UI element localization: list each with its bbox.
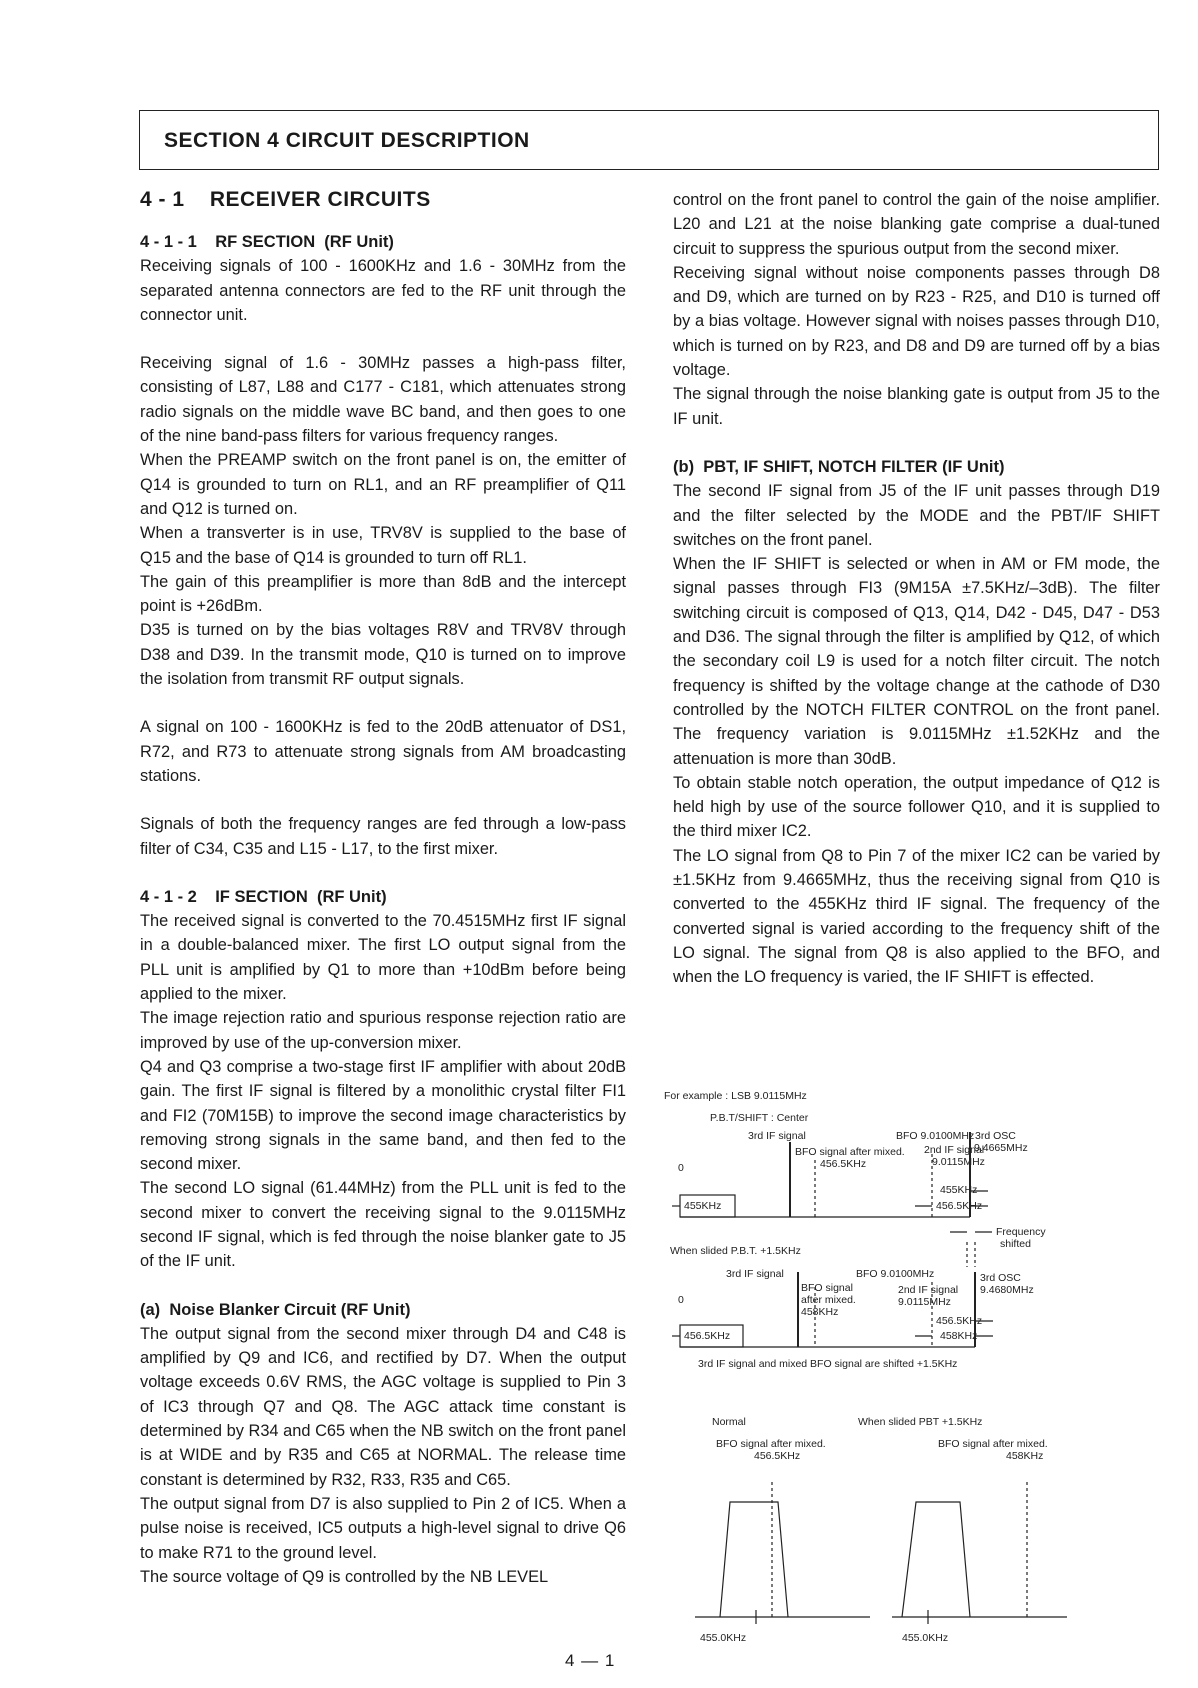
- pbt-shift-diagram: [664, 1082, 1130, 1644]
- passband-normal: [720, 1502, 788, 1617]
- label: 456.5KHz: [936, 1200, 983, 1212]
- slided-title: When slided PBT +1.5KHz: [858, 1416, 983, 1428]
- paragraph: Receiving signal without noise components passes through D8 and D9, which are turned on by R23 - R25, and D10 is turned off by a bias voltage. However signal with noises passes through D10, which is turned on by R23, and D8 and D9 are turned off by a bias voltage.: [673, 263, 1160, 380]
- if-section-heading: 4 - 1 - 2 IF SECTION (RF Unit): [140, 887, 387, 906]
- label: 9.0115MHz: [932, 1156, 985, 1168]
- label: 455KHz: [684, 1200, 722, 1212]
- example-label: For example : LSB 9.0115MHz: [664, 1090, 807, 1102]
- label: 9.4680MHz: [980, 1284, 1034, 1296]
- label: BFO signal after mixed.: [795, 1146, 905, 1158]
- label: 3rd OSC: [975, 1130, 1016, 1142]
- slided-axis-label: 455.0KHz: [902, 1632, 949, 1644]
- label: 2nd IF signal: [924, 1144, 985, 1156]
- passband-slided: [902, 1502, 970, 1617]
- noise-blanker-heading: (a) Noise Blanker Circuit (RF Unit): [140, 1300, 411, 1319]
- paragraph: The output signal from D7 is also supplied to Pin 2 of IC5. When a pulse noise is received, IC5 outputs a high-level signal to drive Q6 to make R71 to the ground level.: [140, 1494, 626, 1562]
- paragraph: The gain of this preamplifier is more than 8dB and the intercept point is +26dBm.: [140, 572, 626, 616]
- normal-bfo-freq: 456.5KHz: [754, 1450, 801, 1462]
- label: 455KHz: [940, 1184, 978, 1196]
- paragraph: control on the front panel to control the gain of the noise amplifier. L20 and L21 at the noise blanking gate comprise a dual-tuned circuit to suppress the spurious output from the second mixer.: [673, 191, 1160, 258]
- normal-bfo-label: BFO signal after mixed.: [716, 1438, 826, 1450]
- normal-axis-label: 455.0KHz: [700, 1632, 747, 1644]
- label: 9.0115MHz: [898, 1296, 951, 1308]
- label: When slided P.B.T. +1.5KHz: [670, 1245, 801, 1257]
- pbt-center-label: P.B.T/SHIFT : Center: [710, 1112, 809, 1124]
- paragraph: The signal through the noise blanking gate is output from J5 to the IF unit.: [673, 385, 1160, 428]
- label: shifted: [1000, 1238, 1031, 1250]
- paragraph: The received signal is converted to the 70.4515MHz first IF signal in a double-balanced mixer. The first LO output signal from the PLL unit is amplified by Q1 to more than +10dBm before being applied to the mixer.: [140, 912, 626, 1004]
- paragraph: Signals of both the frequency ranges are fed through a low-pass filter of C34, C35 and L15 - L17, to the first mixer.: [140, 815, 626, 858]
- paragraph: When a transverter is in use, TRV8V is supplied to the base of Q15 and the base of Q14 is grounded to turn off RL1.: [140, 524, 626, 567]
- label: 458KHz: [940, 1330, 978, 1342]
- paragraph: A signal on 100 - 1600KHz is fed to the 20dB attenuator of DS1, R72, and R73 to attenuate strong signals from AM broadcasting stations.: [140, 718, 626, 785]
- right-column: [673, 188, 1160, 990]
- paragraph: The LO signal from Q8 to Pin 7 of the mixer IC2 can be varied by ±1.5KHz from 9.4665MHz, thus the receiving signal from Q10 is converted to the 455KHz third IF signal. The frequency of the converted signal is varied according to the frequency shift of the LO signal. The signal from Q8 is also applied to the BFO, and when the LO frequency is varied, the IF SHIFT is effected.: [673, 846, 1160, 987]
- paragraph: The source voltage of Q9 is controlled by the NB LEVEL: [140, 1567, 549, 1586]
- label: 2nd IF signal: [898, 1284, 959, 1296]
- pbt-heading: (b) PBT, IF SHIFT, NOTCH FILTER (IF Unit): [673, 457, 1005, 476]
- label: BFO 9.0100MHz: [856, 1268, 935, 1280]
- normal-title: Normal: [712, 1416, 746, 1428]
- paragraph: Receiving signal of 1.6 - 30MHz passes a high-pass filter, consisting of L87, L88 and C177 - C181, which attenuates strong radio signals on the middle wave BC band, and then goes to one of the nine band-pass filters for various frequency ranges.: [140, 354, 626, 446]
- label: Frequency: [996, 1226, 1046, 1238]
- paragraph: To obtain stable notch operation, the output impedance of Q12 is held high by use of the source follower Q10, and it is supplied to the third mixer IC2.: [673, 773, 1160, 841]
- label: 456.5KHz: [936, 1315, 983, 1327]
- label: 9.4665MHz: [974, 1142, 1028, 1154]
- section-title: SECTION 4 CIRCUIT DESCRIPTION: [164, 129, 530, 152]
- label: BFO signal: [801, 1282, 853, 1294]
- label: after mixed.: [801, 1294, 856, 1306]
- label: 456.5KHz: [684, 1330, 731, 1342]
- label: 0: [678, 1294, 684, 1306]
- slided-bfo-label: BFO signal after mixed.: [938, 1438, 1048, 1450]
- slided-bfo-freq: 458KHz: [1006, 1450, 1044, 1462]
- section-header-box: [139, 110, 1159, 170]
- paragraph: When the PREAMP switch on the front panel is on, the emitter of Q14 is grounded to turn on RL1, and an RF preamplifier of Q11 and Q12 is turned on.: [140, 451, 626, 518]
- paragraph: Receiving signals of 100 - 1600KHz and 1.6 - 30MHz from the separated antenna connectors are fed to the RF unit through the connector unit.: [140, 257, 626, 324]
- rf-section-heading: 4 - 1 - 1 RF SECTION (RF Unit): [140, 233, 394, 251]
- receiver-circuits-heading: 4 - 1 RECEIVER CIRCUITS: [140, 188, 431, 211]
- label: 0: [678, 1162, 684, 1174]
- paragraph: D35 is turned on by the bias voltages R8V and TRV8V through D38 and D39. In the transmit mode, Q10 is turned on to improve the isolation from transmit RF output signals.: [140, 621, 626, 689]
- left-column: [140, 188, 626, 1589]
- shift-caption: 3rd IF signal and mixed BFO signal are shifted +1.5KHz: [698, 1358, 958, 1370]
- paragraph: The second LO signal (61.44MHz) from the PLL unit is fed to the second mixer to convert the receiving signal to the 9.0115MHz second IF signal, which is fed through the noise blanker gate to J5 of the IF unit.: [140, 1179, 626, 1271]
- paragraph: When the IF SHIFT is selected or when in AM or FM mode, the signal passes through FI3 (9M15A ±7.5KHz/–3dB). The filter switching circuit is composed of Q13, Q14, D42 - D45, D47 - D53 and D36. The signal through the filter is amplified by Q12, of which the secondary coil L9 is used for a notch filter circuit. The notch frequency is shifted by the voltage change at the cathode of D30 controlled by the NOTCH FILTER CONTROL on the front panel. The frequency variation is 9.0115MHz ±1.52KHz and the attenuation is more than 30dB.: [673, 555, 1160, 768]
- label: BFO 9.0100MHz: [896, 1130, 975, 1142]
- label: 3rd IF signal: [748, 1130, 806, 1142]
- paragraph: The image rejection ratio and spurious response rejection ratio are improved by use of the up-conversion mixer.: [140, 1009, 626, 1052]
- label: 3rd IF signal: [726, 1268, 784, 1280]
- label: 3rd OSC: [980, 1272, 1021, 1284]
- paragraph: The output signal from the second mixer through D4 and C48 is amplified by Q9 and IC6, and rectified by D7. When the output voltage exceeds 0.6V RMS, the AGC voltage is supplied to Pin 3 of IC3 through Q7 and Q8. The AGC attack time constant is determined by R34 and C65 when the NB switch on the front panel is at WIDE and by R35 and C65 at NORMAL. The release time constant is determined by R32, R33, R35 and C65.: [140, 1324, 626, 1489]
- label: 458KHz: [801, 1306, 839, 1318]
- page-number: 4 — 1: [565, 1651, 616, 1670]
- label: 456.5KHz: [820, 1158, 867, 1170]
- paragraph: Q4 and Q3 comprise a two-stage first IF amplifier with about 20dB gain. The first IF signal is filtered by a monolithic crystal filter FI1 and FI2 (70M15B) to improve the second image characteristics by removing strong signals in the same band, and then fed to the second mixer.: [140, 1057, 626, 1174]
- paragraph: The second IF signal from J5 of the IF unit passes through D19 and the filter selected by the MODE and the PBT/IF SHIFT switches on the front panel.: [673, 482, 1160, 549]
